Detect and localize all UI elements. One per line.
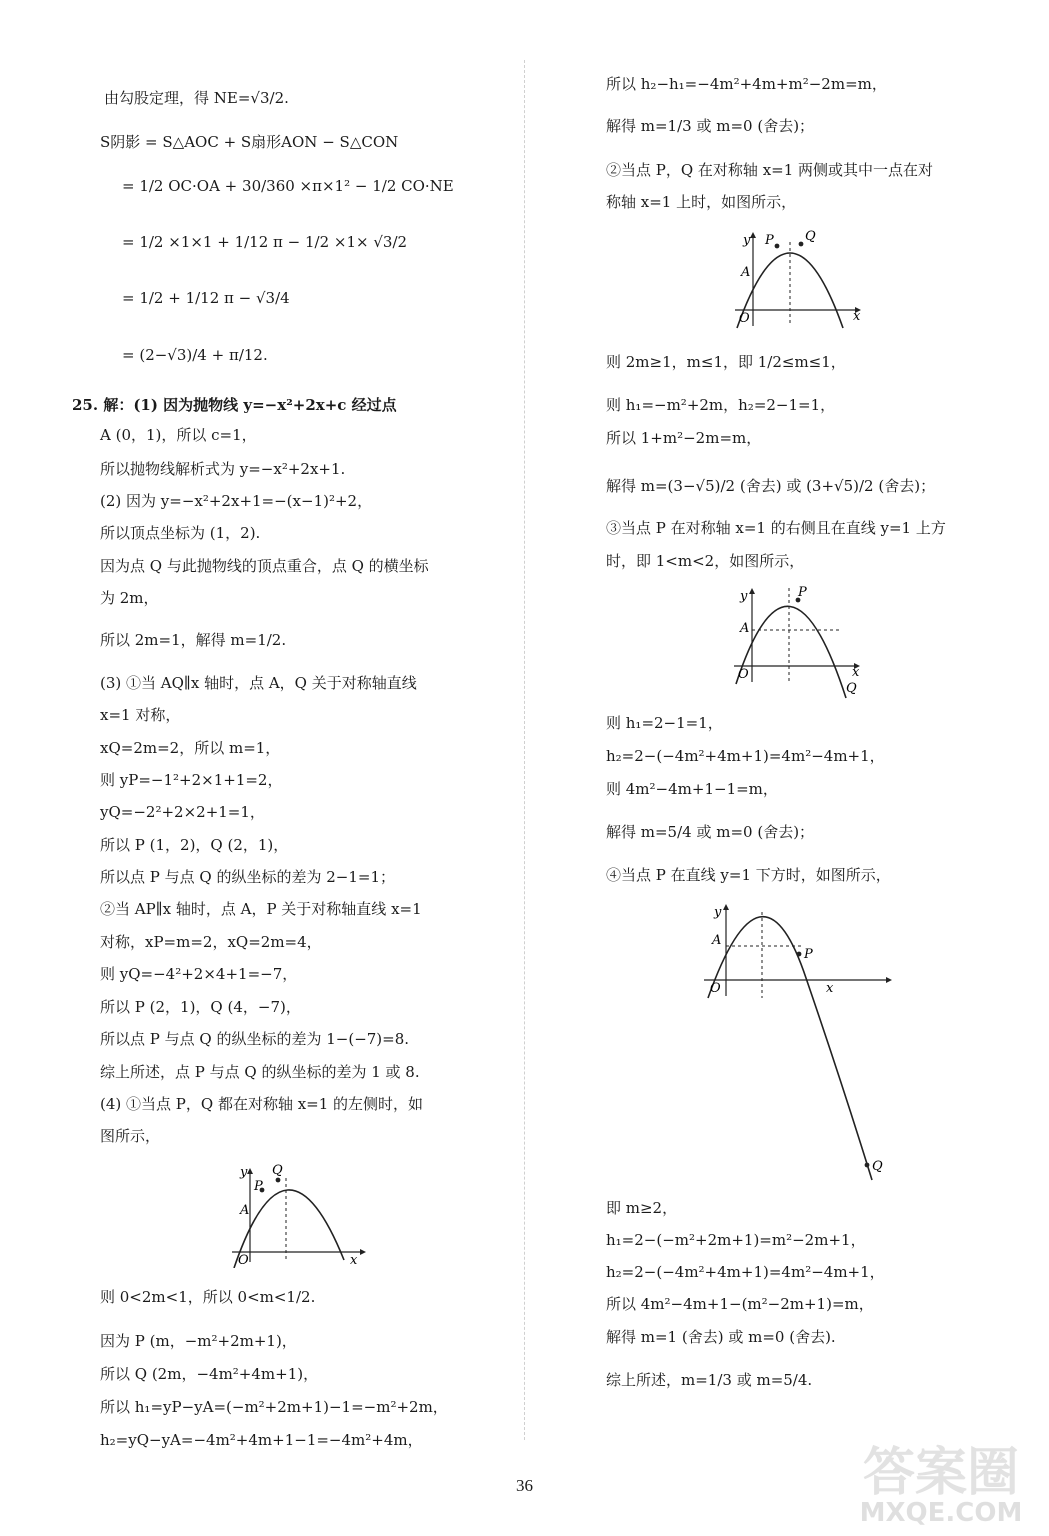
- text-line: = 1/2 + 1/12 π − √3/4: [122, 289, 290, 307]
- label-a: A: [741, 265, 751, 280]
- text-line: 所以点 P 与点 Q 的纵坐标的差为 1−(−7)=8.: [100, 1030, 410, 1048]
- label-x: x: [826, 981, 834, 996]
- label-p: P: [765, 233, 774, 248]
- label-p: P: [804, 947, 813, 962]
- label-a: A: [740, 621, 750, 636]
- text-line: 所以 Q (2m，−4m²+4m+1)，: [100, 1365, 319, 1383]
- text-line: 所以点 P 与点 Q 的纵坐标的差为 2−1=1；: [100, 868, 395, 886]
- text-line: = 1/2 ×1×1 + 1/12 π − 1/2 ×1× √3/2: [122, 233, 408, 251]
- point-p: [797, 952, 802, 957]
- parabola-figure-1: [228, 1158, 368, 1268]
- text-line: 所以顶点坐标为 (1，2).: [100, 524, 261, 542]
- text-line: 所以抛物线解析式为 y=−x²+2x+1.: [100, 460, 346, 478]
- watermark-glyphs: 答案圈: [862, 1443, 1019, 1503]
- text-line: yQ=−2²+2×2+1=1，: [100, 803, 265, 821]
- text-line: 所以 h₁=yP−yA=(−m²+2m+1)−1=−m²+2m，: [100, 1398, 448, 1416]
- label-y: y: [714, 905, 722, 920]
- text-line: 则 h₁=2−1=1，: [606, 714, 723, 732]
- text-line: 为 2m，: [100, 589, 159, 607]
- label-q: Q: [846, 681, 857, 696]
- text-line: 由勾股定理，得 NE=√3/2.: [104, 89, 289, 107]
- text-line: 所以 h₂−h₁=−4m²+4m+m²−2m=m，: [606, 75, 887, 93]
- point-q: [865, 1163, 870, 1168]
- text-line: 则 h₁=−m²+2m，h₂=2−1=1，: [606, 396, 836, 414]
- text-line: 则 2m≥1，m≤1，即 1/2≤m≤1，: [606, 353, 846, 371]
- parabola-curve: [708, 917, 872, 1180]
- text-line: 所以 1+m²−2m=m，: [606, 429, 762, 447]
- text-line: 则 4m²−4m+1−1=m，: [606, 780, 778, 798]
- text-line: 即 m≥2，: [606, 1199, 678, 1217]
- text-line: 则 yQ=−4²+2×4+1=−7，: [100, 965, 298, 983]
- problem-heading: 25. 解：(1) 因为抛物线 y=−x²+2x+c 经过点: [72, 396, 397, 414]
- text-line: 所以 P (1，2)，Q (2，1)，: [100, 836, 289, 854]
- text-line: S阴影 = S△AOC + S扇形AON − S△CON: [100, 133, 399, 151]
- text-line: x=1 对称，: [100, 706, 181, 724]
- text-line: A (0，1)，所以 c=1，: [100, 426, 257, 444]
- label-y: y: [740, 589, 748, 604]
- watermark-logo: [851, 1430, 1031, 1530]
- text-line: 则 0<2m<1，所以 0<m<1/2.: [100, 1288, 316, 1306]
- parabola-figure-3: [732, 580, 867, 700]
- point-q: [276, 1178, 281, 1183]
- label-o: O: [739, 311, 750, 326]
- text-line: h₂=2−(−4m²+4m+1)=4m²−4m+1，: [606, 1263, 885, 1281]
- text-line: = 1/2 OC·OA + 30/360 ×π×1² − 1/2 CO·NE: [122, 177, 454, 195]
- text-line: 因为点 Q 与此抛物线的顶点重合，点 Q 的横坐标: [100, 557, 429, 575]
- text-line: 因为 P (m，−m²+2m+1)，: [100, 1332, 297, 1350]
- label-y: y: [743, 233, 751, 248]
- text-line: 称轴 x=1 上时，如图所示，: [606, 193, 797, 211]
- text-line: h₂=2−(−4m²+4m+1)=4m²−4m+1，: [606, 747, 885, 765]
- text-line: ④当点 P 在直线 y=1 下方时，如图所示，: [606, 866, 891, 884]
- column-divider: [524, 60, 525, 1440]
- text-line: xQ=2m=2，所以 m=1，: [100, 739, 281, 757]
- text-line: 解得 m=5/4 或 m=0 (舍去)；: [606, 823, 815, 841]
- point-p: [775, 244, 780, 249]
- watermark-site: MXQE.COM: [859, 1498, 1023, 1528]
- text-line: (2) 因为 y=−x²+2x+1=−(x−1)²+2，: [100, 492, 373, 510]
- text-line: 综上所述，m=1/3 或 m=5/4.: [606, 1371, 813, 1389]
- label-a: A: [240, 1203, 250, 1218]
- label-y: y: [240, 1165, 248, 1180]
- text-line: h₂=yQ−yA=−4m²+4m+1−1=−4m²+4m，: [100, 1431, 423, 1449]
- label-q: Q: [872, 1159, 883, 1174]
- text-line: ②当 AP∥x 轴时，点 A，P 关于对称轴直线 x=1: [100, 900, 422, 918]
- label-a: A: [712, 933, 722, 948]
- text-line: 所以 4m²−4m+1−(m²−2m+1)=m，: [606, 1295, 874, 1313]
- parabola-figure-2: [733, 224, 868, 334]
- label-x: x: [350, 1253, 358, 1268]
- text-line: 所以 2m=1，解得 m=1/2.: [100, 631, 287, 649]
- text-line: = (2−√3)/4 + π/12.: [122, 346, 268, 364]
- label-p: P: [798, 585, 807, 600]
- text-line: 解得 m=1/3 或 m=0 (舍去)；: [606, 117, 815, 135]
- text-line: ②当点 P，Q 在对称轴 x=1 两侧或其中一点在对: [606, 161, 934, 179]
- text-line: (4) ①当点 P，Q 都在对称轴 x=1 的左侧时，如: [100, 1095, 424, 1113]
- text-line: 所以 P (2，1)，Q (4，−7)，: [100, 998, 301, 1016]
- label-x: x: [853, 309, 861, 324]
- text-line: (3) ①当 AQ∥x 轴时，点 A，Q 关于对称轴直线: [100, 674, 417, 692]
- text-line: 图所示，: [100, 1127, 161, 1145]
- label-o: O: [710, 981, 721, 996]
- text-line: 解得 m=(3−√5)/2 (舍去) 或 (3+√5)/2 (舍去)；: [606, 477, 936, 495]
- text-line: 综上所述，点 P 与点 Q 的纵坐标的差为 1 或 8.: [100, 1063, 420, 1081]
- label-o: O: [738, 667, 749, 682]
- label-q: Q: [272, 1163, 283, 1178]
- text-line: 对称，xP=m=2，xQ=2m=4，: [100, 933, 322, 951]
- parabola-figure-4: [702, 898, 902, 1188]
- text-line: 解得 m=1 (舍去) 或 m=0 (舍去).: [606, 1328, 836, 1346]
- label-p: P: [254, 1179, 263, 1194]
- label-q: Q: [805, 229, 816, 244]
- text-line: 则 yP=−1²+2×1+1=2，: [100, 771, 283, 789]
- label-x: x: [852, 665, 860, 680]
- text-line: ③当点 P 在对称轴 x=1 的右侧且在直线 y=1 上方: [606, 519, 946, 537]
- text-line: h₁=2−(−m²+2m+1)=m²−2m+1，: [606, 1231, 866, 1249]
- text-line: 时，即 1<m<2，如图所示，: [606, 552, 805, 570]
- point-q: [799, 242, 804, 247]
- label-o: O: [238, 1253, 249, 1268]
- page-number: 36: [516, 1476, 533, 1495]
